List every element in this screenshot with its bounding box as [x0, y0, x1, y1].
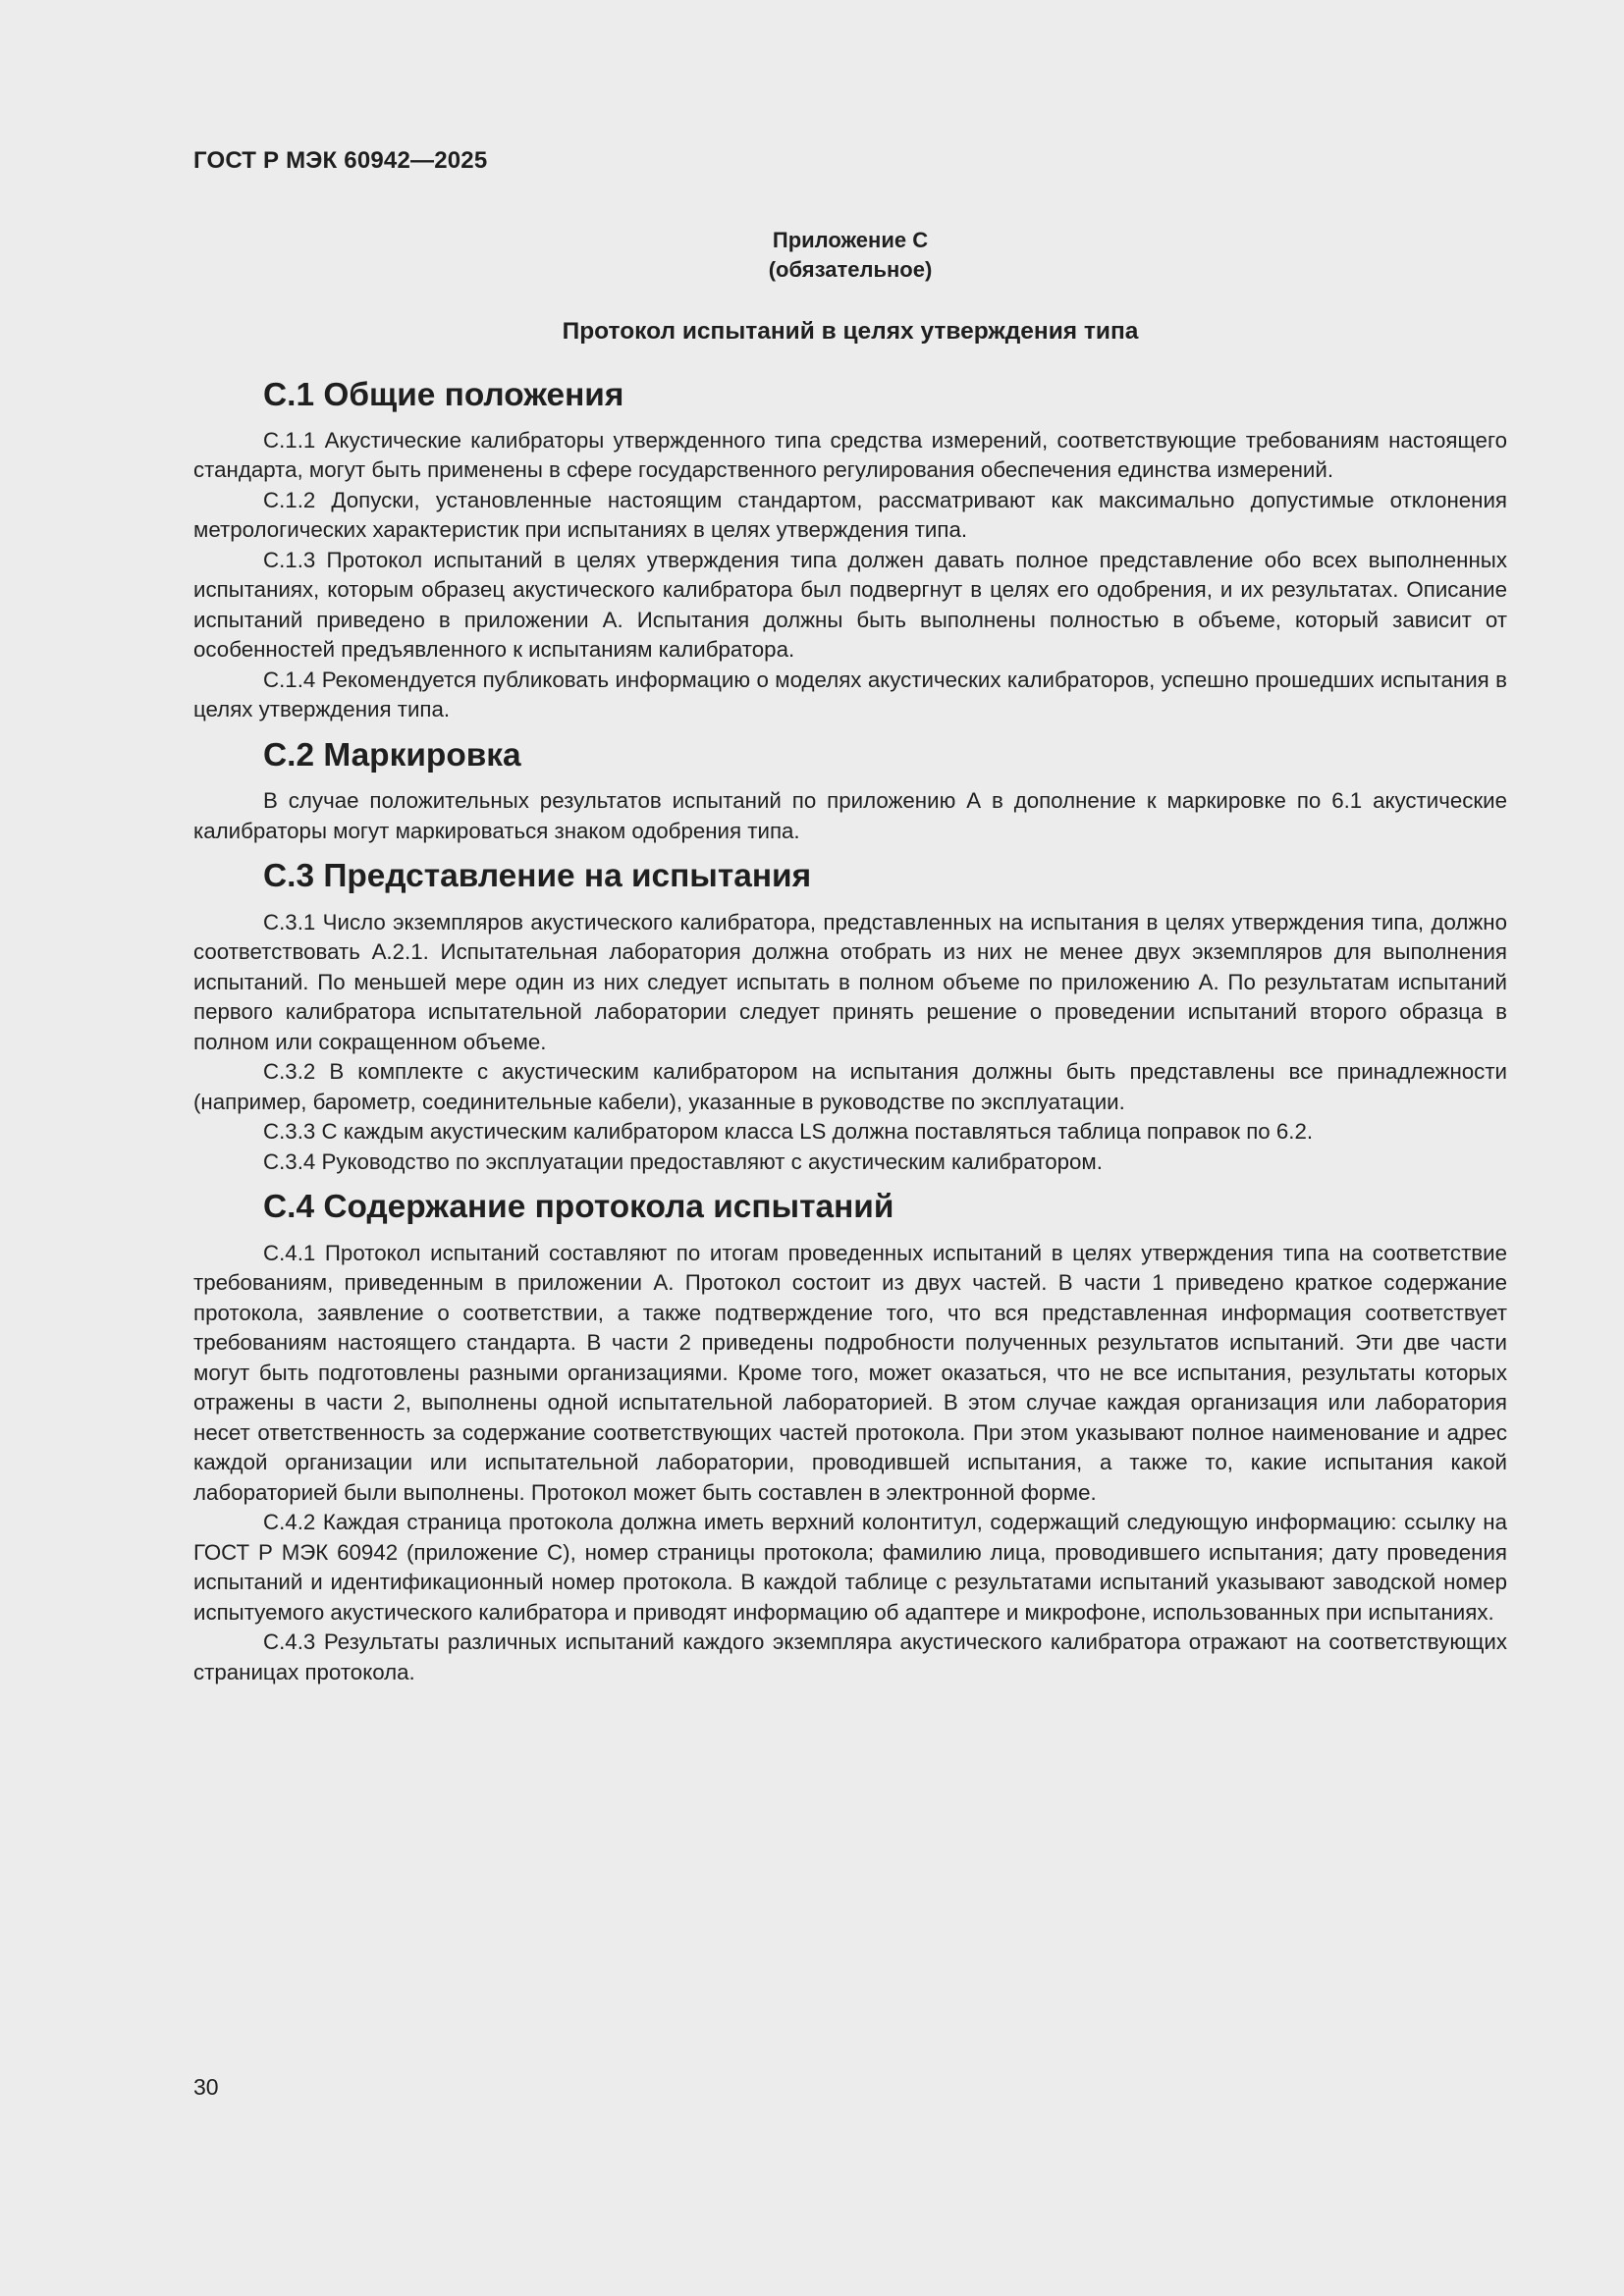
- section-heading-c1: С.1 Общие положения: [263, 377, 624, 413]
- section-heading-c2: С.2 Маркировка: [263, 736, 521, 774]
- paragraph-c3-3: С.3.3 С каждым акустическим калибратором класса LS должна поставляться таблица поправок по 6.2.: [263, 1119, 1314, 1144]
- paragraph-c1-2: С.1.2 Допуски, установленные настоящим стандартом, рассматривают как максимально допустимые отклонения метрологических характеристик при испытаниях в целях утверждения типа.: [193, 487, 1507, 542]
- page-number: 30: [193, 2074, 219, 2100]
- paragraph-c1-3: С.1.3 Протокол испытаний в целях утверждения типа должен давать полное представление обо всех выполненных испытаниях, которым образец акустического калибратора был подвергнут в целях его одобрения, и их результатах. Описание испытаний приведено в приложении А. Испытания должны быть выполнены полностью в объеме, который зависит от особенностей предъявленного к испытаниям калибратора.: [193, 547, 1507, 662]
- section-heading-c4: С.4 Содержание протокола испытаний: [263, 1189, 894, 1225]
- paragraph-c2: В случае положительных результатов испытаний по приложению А в дополнение к маркировке по 6.1 акустические калибраторы могут маркироваться знаком одобрения типа.: [193, 788, 1507, 843]
- paragraph-c3-4: С.3.4 Руководство по эксплуатации предоставляют с акустическим калибратором.: [263, 1148, 1103, 1174]
- annex-title: Протокол испытаний в целях утверждения типа: [562, 318, 1139, 345]
- annex-label: Приложение С: [772, 228, 929, 252]
- paragraph-c4-3: С.4.3 Результаты различных испытаний каждого экземпляра акустического калибратора отражают на соответствующих страницах протокола.: [193, 1629, 1507, 1684]
- paragraph-c3-1: С.3.1 Число экземпляров акустического калибратора, представленных на испытания в целях утверждения типа, должно соответствовать А.2.1. Испытательная лаборатория должна отобрать из них не менее двух экземпляров для выполнения испытаний. По меньшей мере один из них следует испытать в полном объеме по приложению А. По результатам испытаний первого калибратора испытательной лаборатории следует принять решение о проведении испытаний второго образца в полном или сокращенном объеме.: [193, 909, 1507, 1054]
- paragraph-c4-2: С.4.2 Каждая страница протокола должна иметь верхний колонтитул, содержащий следующую информацию: ссылку на ГОСТ Р МЭК 60942 (приложение С), номер страницы протокола; фамилию лица, проводившего испытания; дату проведения испытаний и идентификационный номер протокола. В каждой таблице с результатами испытаний указывают заводской номер испытуемого акустического калибратора и приводят информацию об адаптере и микрофоне, использованных при испытаниях.: [193, 1510, 1507, 1625]
- annex-heading: [193, 226, 1507, 285]
- section-heading-c3: С.3 Представление на испытания: [263, 858, 812, 894]
- paragraph-c1-4: С.1.4 Рекомендуется публиковать информацию о моделях акустических калибраторов, успешно прошедших испытания в целях утверждения типа.: [193, 667, 1507, 721]
- paragraph-c4-1: С.4.1 Протокол испытаний составляют по итогам проведенных испытаний в целях утверждения типа на соответствие требованиям, приведенным в приложении А. Протокол состоит из двух частей. В части 1 приведено краткое содержание протокола, заявление о соответствии, а также подтверждение того, что вся представленная информация соответствует требованиям настоящего стандарта. В части 2 приведены подробности полученных результатов испытаний. Эти две части могут быть подготовлены разными организациями. Кроме того, может оказаться, что не все испытания, результаты которых отражены в части 2, выполнены одной испытательной лабораторией. В этом случае каждая организация или лаборатория несет ответственность за содержание соответствующих частей протокола. При этом указывают полное наименование и адрес каждой организации или испытательной лаборатории, проводившей испытания, а также то, какие испытания какой лабораторией были выполнены. Протокол может быть составлен в электронной форме.: [193, 1240, 1507, 1505]
- document-identifier: ГОСТ Р МЭК 60942—2025: [193, 147, 488, 174]
- annex-status: (обязательное): [768, 257, 933, 282]
- paragraph-c3-2: С.3.2 В комплекте с акустическим калибратором на испытания должны быть представлены все принадлежности (например, барометр, соединительные кабели), указанные в руководстве по эксплуатации.: [193, 1059, 1507, 1114]
- paragraph-c1-1: С.1.1 Акустические калибраторы утвержденного типа средства измерений, соответствующие требованиям настоящего стандарта, могут быть применены в сфере государственного регулирования обеспечения единства измерений.: [193, 427, 1507, 482]
- document-body: [193, 377, 1507, 1687]
